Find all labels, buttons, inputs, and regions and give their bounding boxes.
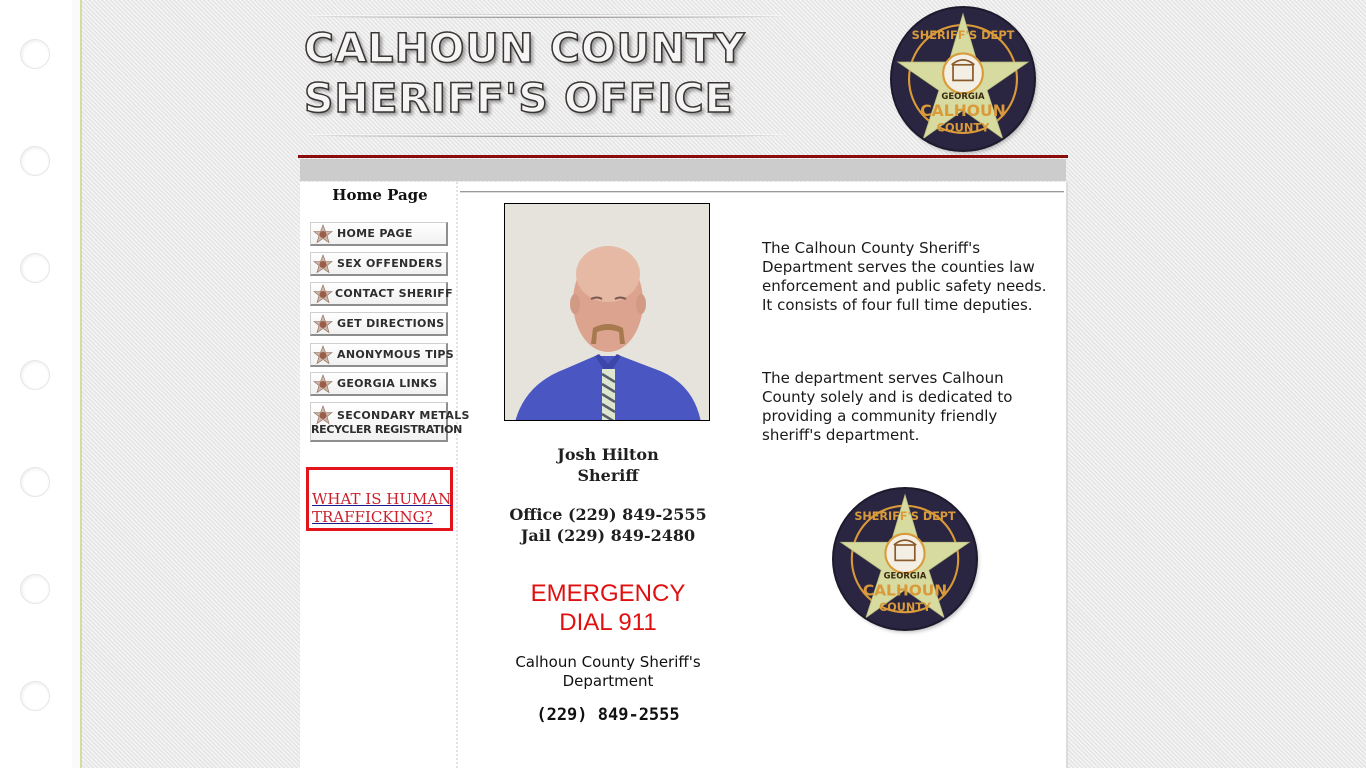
header-gray-band <box>300 159 1066 181</box>
nav-label: HOME PAGE <box>337 227 413 240</box>
svg-text:SHERIFF'S DEPT: SHERIFF'S DEPT <box>854 509 956 523</box>
binder-hole-icon <box>20 467 50 497</box>
content-area <box>300 182 1066 768</box>
nav-get-directions[interactable] <box>310 312 448 336</box>
star-badge-icon <box>313 224 333 244</box>
binder-hole-icon <box>20 681 50 711</box>
nav-anonymous-tips[interactable] <box>310 343 455 367</box>
binder-hole-icon <box>20 253 50 283</box>
nav-label: GET DIRECTIONS <box>337 317 445 330</box>
binder-strip <box>0 0 72 768</box>
svg-text:CALHOUN: CALHOUN <box>862 581 948 600</box>
star-badge-icon <box>313 405 333 425</box>
binder-hole-icon <box>20 574 50 604</box>
jail-phone: Jail (229) 849-2480 <box>520 526 696 545</box>
site-header <box>298 0 1068 160</box>
intro-paragraph-1: The Calhoun County Sheriff's Department serves the counties law enforcement and public safety needs. It consists of four full time deputies. <box>762 239 1047 314</box>
svg-text:COUNTY: COUNTY <box>936 120 990 135</box>
svg-text:GEORGIA: GEORGIA <box>941 91 985 102</box>
svg-text:SHERIFF'S DEPT: SHERIFF'S DEPT <box>911 28 1015 43</box>
svg-text:GEORGIA: GEORGIA <box>883 570 927 581</box>
nav-home-page[interactable] <box>310 222 448 246</box>
star-badge-icon <box>313 314 333 334</box>
sheriff-badge-patch-icon <box>892 8 1034 150</box>
header-ornament-rule <box>306 133 786 137</box>
nav-label-line2: RECYCLER REGISTRATION <box>311 423 463 436</box>
binder-hole-icon <box>20 146 50 176</box>
sheriff-title: Sheriff <box>577 466 639 485</box>
main-phone: (229) 849-2555 <box>536 705 680 725</box>
star-badge-icon <box>313 345 333 365</box>
header-red-rule <box>298 155 1068 158</box>
human-trafficking-callout <box>306 467 453 531</box>
star-badge-icon <box>313 254 333 274</box>
nav-contact-sheriff[interactable] <box>310 282 453 306</box>
header-ornament-rule <box>306 14 786 18</box>
emergency-line2: DIAL 911 <box>559 609 657 636</box>
content-right-edge <box>1066 182 1068 768</box>
sheriff-badge-patch-icon <box>834 489 976 629</box>
star-badge-icon <box>313 374 333 394</box>
sidebar <box>300 182 470 768</box>
nav-label: CONTACT SHERIFF <box>335 287 453 300</box>
nav-label: GEORGIA LINKS <box>337 377 438 390</box>
nav-label: SEX OFFENDERS <box>337 257 443 270</box>
svg-text:COUNTY: COUNTY <box>879 600 931 614</box>
nav-sex-offenders[interactable] <box>310 252 448 276</box>
nav-georgia-links[interactable] <box>310 372 448 396</box>
department-name: Calhoun County Sheriff's Department <box>515 653 701 690</box>
office-phone: Office (229) 849-2555 <box>509 505 707 524</box>
site-title-line2: SHERIFF'S OFFICE <box>304 76 734 122</box>
sheriff-name: Josh Hilton <box>557 445 659 464</box>
sidebar-title: Home Page <box>332 186 428 204</box>
emergency-line1: EMERGENCY <box>530 580 686 607</box>
nav-label: SECONDARY METALS <box>337 408 470 422</box>
human-trafficking-link[interactable]: WHAT IS HUMAN TRAFFICKING? <box>312 490 452 526</box>
binder-hole-icon <box>20 39 50 69</box>
site-title-line1: CALHOUN COUNTY <box>304 26 746 72</box>
nav-label: ANONYMOUS TIPS <box>337 348 455 361</box>
binder-hole-icon <box>20 360 50 390</box>
intro-paragraph-2: The department serves Calhoun County solely and is dedicated to providing a community friendly sheriff's department. <box>762 369 1013 444</box>
star-badge-icon <box>313 284 333 304</box>
svg-text:CALHOUN: CALHOUN <box>920 101 1006 120</box>
nav-secondary-metals-registration[interactable] <box>310 402 470 442</box>
main-top-rule <box>460 191 1064 193</box>
sheriff-photo <box>504 203 710 421</box>
